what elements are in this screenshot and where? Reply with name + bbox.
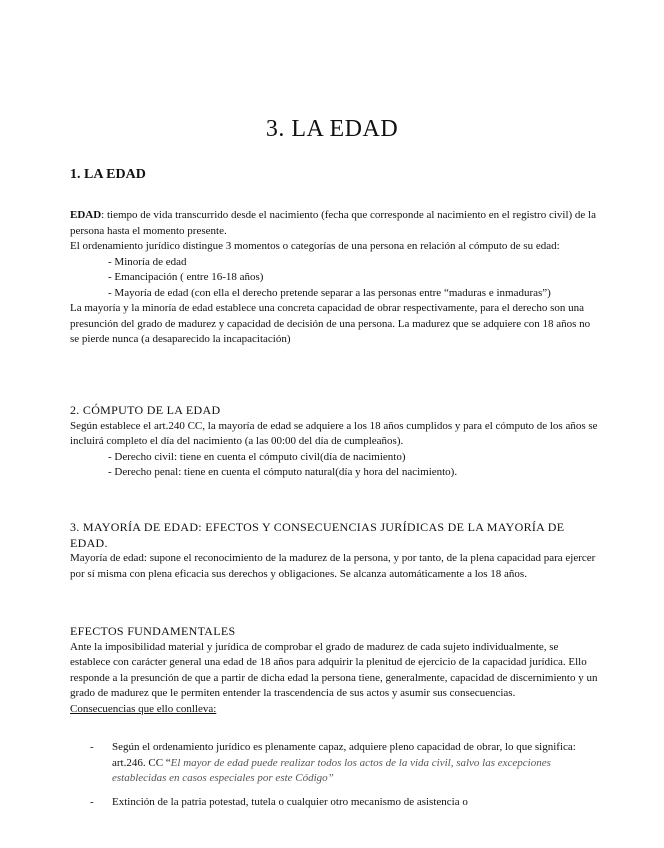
bullet-dash: - bbox=[90, 741, 94, 753]
section-1-heading: 1. LA EDAD bbox=[70, 167, 146, 182]
computation-item: - Derecho civil: tiene en cuenta el cómputo civil(día de nacimiento) bbox=[108, 450, 406, 463]
section-2-heading: 2. CÓMPUTO DE LA EDAD bbox=[70, 403, 221, 417]
consequences-label: Consecuencias que ello conlleva: bbox=[70, 702, 217, 715]
list-item-text: Según el ordenamiento jurídico es plenamente capaz, adquiere pleno capacidad de obrar, lo que significa: art.246. CC “ bbox=[112, 741, 576, 769]
page-title: 3. LA EDAD bbox=[265, 116, 399, 142]
definition-text: : tiempo de vida transcurrido desde el nacimiento (fecha que corresponde al nacimiento en el registro civil) de la persona hasta el momento presente. bbox=[70, 209, 596, 237]
section-4-heading: EFECTOS FUNDAMENTALES bbox=[70, 624, 236, 638]
consequences-list bbox=[90, 740, 598, 810]
definition-term: EDAD bbox=[70, 209, 102, 221]
list-item-text: Extinción de la patria potestad, tutela o cualquier otro mecanismo de asistencia o bbox=[112, 795, 468, 808]
section-2-body bbox=[70, 403, 598, 481]
computation-item: - Derecho penal: tiene en cuenta el cómputo natural(día y hora del nacimiento). bbox=[108, 466, 458, 478]
list-item-quote: El mayor de edad puede realizar todos los actos de la vida civil, salvo las excepciones establecidas en casos especiales por este Código” bbox=[112, 756, 551, 784]
category-item: - Emancipación ( entre 16-18 años) bbox=[108, 271, 264, 283]
section-4-paragraph: Ante la imposibilidad material y jurídica de comprobar el grado de madurez de cada sujeto individualmente, se establece con carácter general una edad de 18 años para adquirir la plenitud de ejercicio de la capacidad jurídica. Ello responde a la presunción de que a partir de dicha edad la persona tiene, generalmente, capacidad de discernimiento y un grado de madurez que le permiten entender la trascendencia de sus actos y asumir sus consecuencias. bbox=[70, 640, 598, 699]
section-3-body bbox=[70, 520, 598, 582]
section-3-heading: 3. MAYORÍA DE EDAD: EFECTOS Y CONSECUENCIAS JURÍDICAS DE LA MAYORÍA DE EDAD. bbox=[70, 520, 565, 550]
section-1-paragraph: La mayoría y la minoría de edad establece una concreta capacidad de obrar respectivamente, para el derecho son una presunción del grado de madurez y capacidad de decisión de una persona. La madurez que se adquiere con 18 años no se pierde nunca (a desaparecido la incapacitación) bbox=[70, 302, 591, 345]
list-item bbox=[90, 795, 598, 811]
section-3-paragraph: Mayoría de edad: supone el reconocimiento de la madurez de la persona, y por tanto, de la plena capacidad para ejercer por sí misma con plena eficacia sus derechos y obligaciones. Se alcanza automáticamente a los 18 años. bbox=[70, 552, 596, 580]
categories-intro: El ordenamiento jurídico distingue 3 momentos o categorías de una persona en relación al cómputo de su edad: bbox=[70, 240, 560, 252]
list-item bbox=[90, 740, 598, 787]
definition-paragraph bbox=[70, 208, 598, 239]
section-1-body bbox=[70, 208, 598, 348]
section-2-paragraph: Según establece el art.240 CC, la mayoría de edad se adquiere a los 18 años cumplidos y para el cómputo de los años se incluirá completo el día del nacimiento (a las 00:00 del día de cumpleaños). bbox=[70, 419, 598, 447]
bullet-dash: - bbox=[90, 795, 94, 808]
category-item: - Minoría de edad bbox=[108, 255, 187, 268]
section-4-body bbox=[70, 624, 598, 717]
category-item: - Mayoría de edad (con ella el derecho pretende separar a las personas entre “maduras e inmaduras”) bbox=[108, 286, 551, 299]
